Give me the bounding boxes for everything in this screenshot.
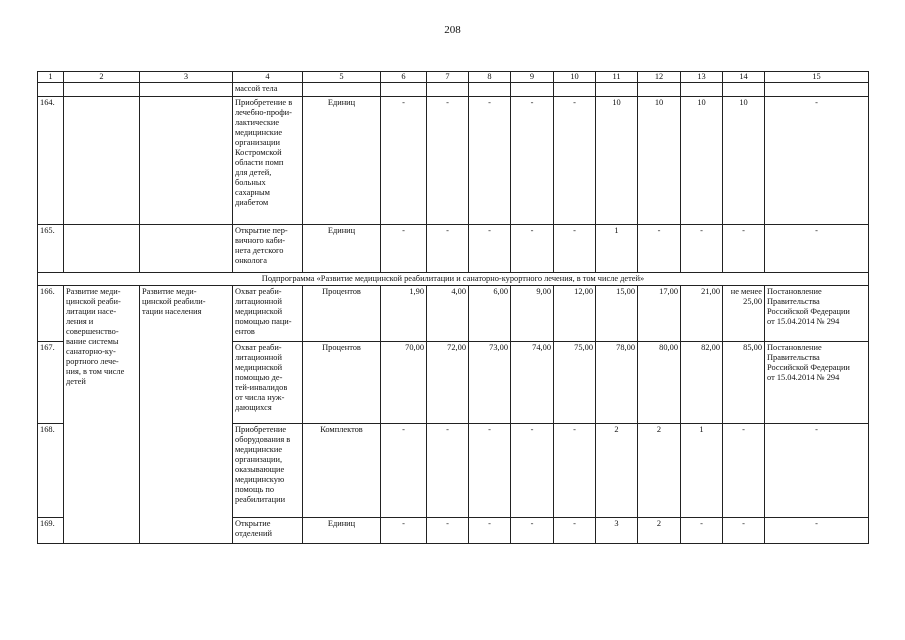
value: 75,00 [554,342,596,424]
value: - [427,97,469,225]
value: - [511,225,554,273]
value: 2 [596,424,638,518]
page-number: 208 [444,24,461,36]
value: - [723,225,765,273]
value: - [554,97,596,225]
value: - [469,225,511,273]
value: - [381,424,427,518]
indicator-name: массой тела [233,83,303,97]
table-row [38,83,869,97]
col-num: 12 [638,72,681,83]
col-num: 5 [303,72,381,83]
value: - [554,518,596,544]
unit: Процентов [303,286,381,342]
value: - [638,225,681,273]
value: - [554,225,596,273]
col-num: 8 [469,72,511,83]
basis: - [765,424,869,518]
value: 6,00 [469,286,511,342]
value: - [511,424,554,518]
value: 78,00 [596,342,638,424]
value: - [469,97,511,225]
value: - [554,424,596,518]
value: - [381,225,427,273]
value: 73,00 [469,342,511,424]
column-number-row [38,72,869,83]
value: - [427,225,469,273]
value: 1,90 [381,286,427,342]
basis: Постановление Правительства Российской Федерации от 15.04.2014 № 294 [765,286,869,342]
value: 9,00 [511,286,554,342]
value: 17,00 [638,286,681,342]
row-number: 167. [38,342,64,424]
indicator-name: Охват реаби- литационной медицинской помощью паци- ентов [233,286,303,342]
value: 3 [596,518,638,544]
table-row [38,286,869,342]
subprogram-row [38,273,869,286]
value: - [723,518,765,544]
value: - [681,518,723,544]
unit: Процентов [303,342,381,424]
indicator-name: Открытие отделений [233,518,303,544]
subprogram-title: Подпрограмма «Развитие медицинской реабилитации и санаторно-курортного лечения, в том числе детей» [38,273,869,286]
indicator-name: Открытие пер- вичного каби- нета детского онколога [233,225,303,273]
unit: Единиц [303,97,381,225]
task-name: Развитие меди- цинской реабили- тации населения [140,286,233,544]
unit: Единиц [303,518,381,544]
goal-name: Развитие меди- цинской реаби- литации насе- ления и совершенство- вание системы санаторно-ку- рортного лече- ния, в том числе детей [64,286,140,544]
value: 4,00 [427,286,469,342]
value: - [427,518,469,544]
value: - [511,97,554,225]
basis: - [765,518,869,544]
col-num: 9 [511,72,554,83]
table-row [38,225,869,273]
table-row [38,97,869,225]
basis: - [765,225,869,273]
value: - [681,225,723,273]
value: 2 [638,518,681,544]
value: 74,00 [511,342,554,424]
value: 12,00 [554,286,596,342]
value: 2 [638,424,681,518]
value: 10 [596,97,638,225]
basis: - [765,97,869,225]
value: 21,00 [681,286,723,342]
row-number: 169. [38,518,64,544]
row-number: 164. [38,97,64,225]
col-num: 10 [554,72,596,83]
value: не менее 25,00 [723,286,765,342]
value: 70,00 [381,342,427,424]
unit: Единиц [303,225,381,273]
value: 10 [681,97,723,225]
value: 1 [596,225,638,273]
col-num: 15 [765,72,869,83]
value: - [427,424,469,518]
value: 15,00 [596,286,638,342]
col-num: 4 [233,72,303,83]
row-number: 165. [38,225,64,273]
value: 10 [723,97,765,225]
col-num: 3 [140,72,233,83]
value: 10 [638,97,681,225]
indicator-table [37,71,869,544]
value: - [469,424,511,518]
indicator-name: Приобретение оборудования в медицинские организации, оказывающие медицинскую помощь по реабилитации [233,424,303,518]
col-num: 11 [596,72,638,83]
value: - [511,518,554,544]
col-num: 13 [681,72,723,83]
value: - [723,424,765,518]
value: 80,00 [638,342,681,424]
col-num: 6 [381,72,427,83]
indicator-name: Приобретение в лечебно-профи- лактические медицинские организации Костромской области помп для детей, больных сахарным диабетом [233,97,303,225]
row-number: 168. [38,424,64,518]
value: 72,00 [427,342,469,424]
unit: Комплектов [303,424,381,518]
col-num: 7 [427,72,469,83]
value: 85,00 [723,342,765,424]
row-number: 166. [38,286,64,342]
indicator-name: Охват реаби- литационной медицинской помощью де- тей-инвалидов от числа нуж- дающихся [233,342,303,424]
basis: Постановление Правительства Российской Федерации от 15.04.2014 № 294 [765,342,869,424]
col-num: 14 [723,72,765,83]
value: - [381,518,427,544]
value: 1 [681,424,723,518]
value: 82,00 [681,342,723,424]
col-num: 2 [64,72,140,83]
value: - [381,97,427,225]
value: - [469,518,511,544]
col-num: 1 [38,72,64,83]
